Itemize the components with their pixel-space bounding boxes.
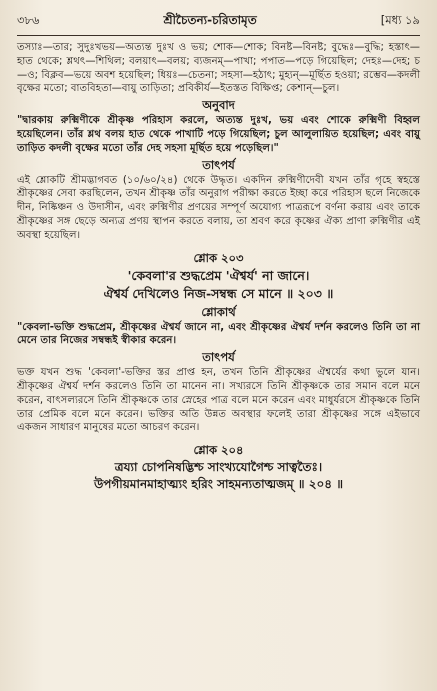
- section-label: [মধ্য ১৯: [380, 13, 420, 27]
- purport-paragraph: এই শ্লোকটি শ্রীমদ্ভাগবত (১০/৬০/২৪) থেকে উদ্ধৃত। একদিন রুক্মিণীদেবী যখন তাঁর গৃহে স্বহস্তে শ্রীকৃষ্ণের সেবা করছিলেন, তখন শ্রীকৃষ্ণ তাঁর অনুরাগ পরীক্ষা করতে ইচ্ছা করে পরিহাস ছলে নিজেকে দীন, নিষ্কিঞ্চন ও উদাসীন, এবং রুক্মিণীর প্রণয়ের সম্পূর্ণ অযোগ্য পাত্ররূপে বর্ণনা করায় এবং তাকে শ্রীকৃষ্ণের সঙ্গ ছেড়ে অন্যত্র প্রণয় স্থাপন করতে বলায়, তা শ্রবণ করে কৃষ্ণের ঐক্য প্রাণা রুক্মিণীর এই অবস্থা হয়েছিল।: [17, 174, 420, 241]
- book-title: শ্রীচৈতন্য-চরিতামৃত: [163, 13, 257, 27]
- purport-heading: তাৎপর্য: [202, 157, 235, 172]
- synonyms-paragraph: তস্যাঃ—তার; সুদুঃখভয়—অত্যন্ত দুঃখ ও ভয়; শোক—শোক; বিনষ্ট—বিনষ্ট; বুদ্ধেঃ—বুদ্ধি; হস্তাৎ—হাত থেকে; শ্লথৎ—শিথিল; বলয়াৎ—বলয়; ব্যজনম্—পাখা; পপাত—পড়ে গিয়েছিল; দেহঃ—দেহ; চ—ও; বিক্লব—ভয়ে অবশ হয়েছিল; ধিয়ঃ—চেতনা; সহসা—হঠাৎ; মুহ্যন্—মূর্ছিত হওয়া; রম্ভেব—কদলী বৃক্ষের মতো; বাতবিহতা—বায়ু তাড়িতা; প্রবিকীর্য—ইতস্তত বিক্ষিপ্ত; কেশান্—চুল।: [17, 42, 420, 95]
- verse-204-line-1: ত্রয্যা চোপনিষদ্ভিশ্চ সাংখ্যযোগৈশ্চ সাত্বতৈঃ।: [114, 460, 323, 475]
- verse-203-line-2: ঐশ্বর্য দেখিলেও নিজ-সম্বন্ধ সে মানে ॥ ২০৩ ॥: [103, 285, 334, 301]
- header-rule: [17, 35, 420, 36]
- page-number: ৩৮৬: [17, 13, 40, 27]
- verse-203-line-1: 'কেবলা'র শুদ্ধপ্রেম 'ঐশ্বর্য' না জানে।: [127, 267, 310, 283]
- verse-203-purport: ভক্ত যখন শুদ্ধ 'কেবলা'-ভক্তির স্তর প্রাপ্ত হন, তখন তিনি শ্রীকৃষ্ণের ঐশ্বর্যের কথা ভুলে যান। শ্রীকৃষ্ণের ঐশ্বর্য দর্শন করলেও তিনি তা মানেন না। সখ্যরসে তিনি শ্রীকৃষ্ণকে তার সমান বলে মনে করেন, বাৎসল্যরসে তিনি শ্রীকৃষ্ণকে তার স্নেহের পাত্র বলে মনে করেন এবং মাধুর্যরসে শ্রীকৃষ্ণকে তিনি তার প্রেমিক বলে মনে করেন। ভক্তির অতি উন্নত অবস্থার ফলেই তারা শ্রীকৃষ্ণের সঙ্গে এইভাবে একজন সাধারণ মানুষের মতো আচরণ করেন।: [17, 367, 420, 434]
- translation-heading: অনুবাদ: [202, 98, 235, 113]
- verse-203-text-heading: শ্লোকার্থ: [201, 304, 236, 319]
- verse-203-heading: শ্লোক ২০৩: [193, 250, 244, 265]
- verse-203-translation: "কেবলা-ভক্তি শুদ্ধপ্রেম, শ্রীকৃষ্ণের ঐশ্বর্য জানে না, এবং শ্রীকৃষ্ণের ঐশ্বর্য দর্শন করলেও তিনি তা না মেনে তার নিজের সম্বন্ধই স্বীকার করেন।: [17, 321, 420, 347]
- verse-204-line-2: উপগীয়মানমাহাত্ম্যং হরিং সাহমন্যতাত্মজম্ ॥ ২০৪ ॥: [93, 477, 344, 492]
- verse-204-heading: শ্লোক ২০৪: [193, 443, 244, 458]
- translation-paragraph: "দ্বারকায় রুক্মিণীকে শ্রীকৃষ্ণ পরিহাস করলে, অত্যন্ত দুঃখ, ভয় এবং শোকে রুক্মিণী বিহ্বল হয়েছিলেন। তাঁর শ্লথ বলয় হাত থেকে পাখাটি পড়ে গিয়েছিল; চুল আলুলায়িত হয়েছিল; এবং বায়ু তাড়িত কদলী বৃক্ষের মতো তাঁর দেহ সহসা মূর্ছিত হয়ে পড়েছিল।": [17, 115, 420, 154]
- verse-203-purport-heading: তাৎপর্য: [202, 350, 235, 365]
- page-header: [17, 12, 420, 32]
